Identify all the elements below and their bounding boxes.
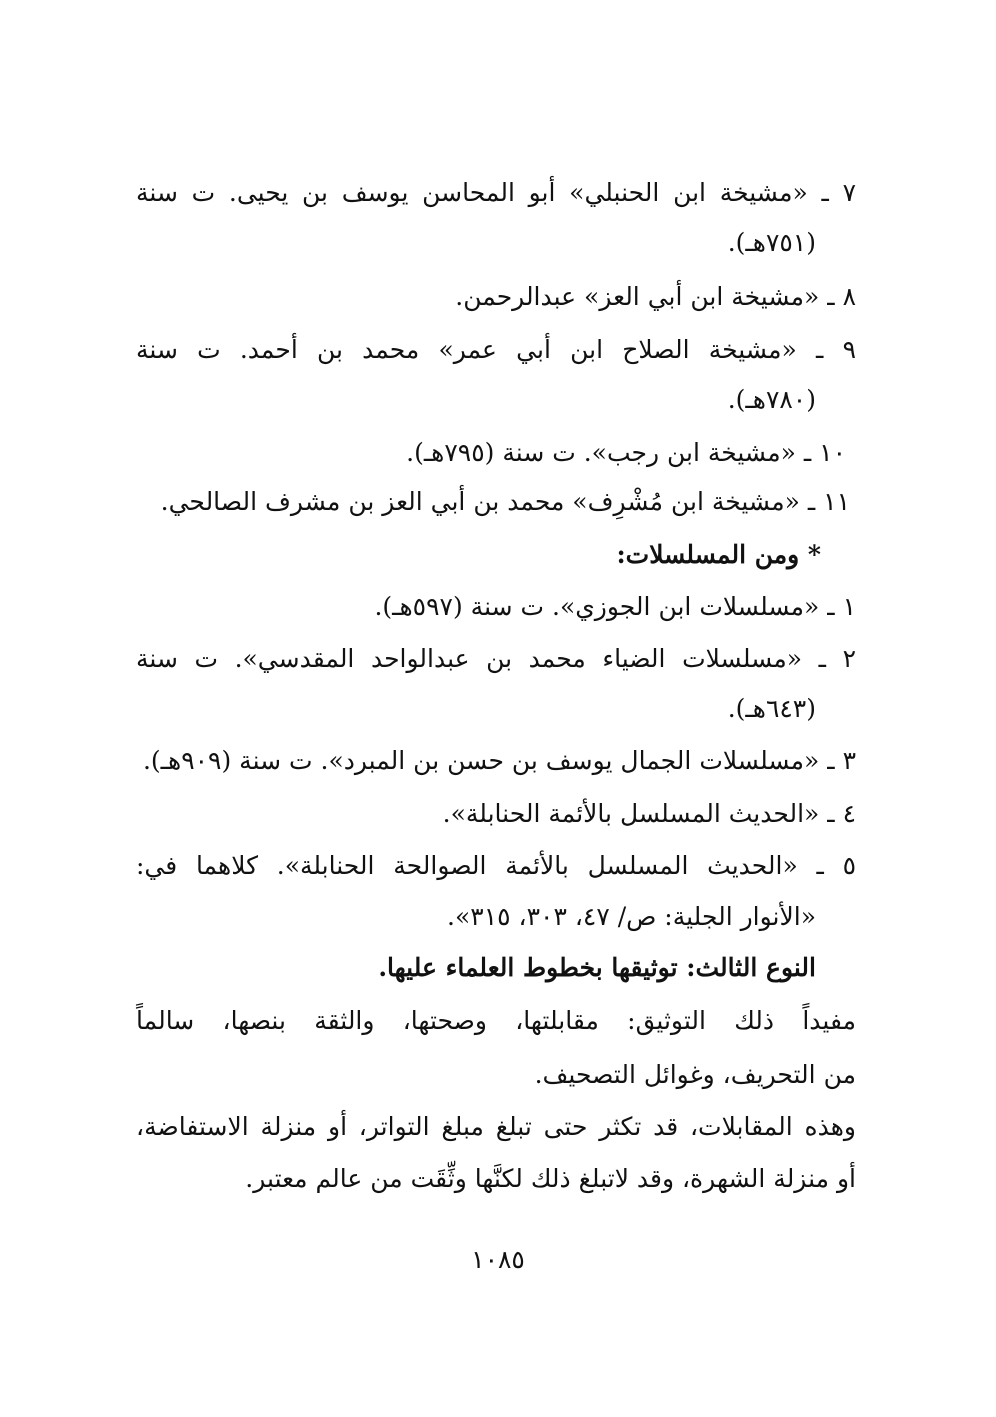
musalsal-entry-2-line-2: (٦٤٣هـ). — [727, 694, 816, 723]
third-type-heading: النوع الثالث: توثيقها بخطوط العلماء عليها. — [378, 953, 816, 982]
page-number: ١٠٨٥ — [471, 1245, 525, 1274]
musalsal-entry-2-line-1: ٢ ـ «مسلسلات الضياء محمد بن عبدالواحد المقدسي». ت سنة — [136, 644, 856, 673]
entry-7-line-1: ٧ ـ «مشيخة ابن الحنبلي» أبو المحاسن يوسف بن يحيى. ت سنة — [136, 178, 856, 207]
musalsal-entry-5-line-1: ٥ ـ «الحديث المسلسل بالأئمة الصوالحة الحنابلة». كلاهما في: — [136, 851, 856, 880]
paragraph-1-line-1: مفيداً ذلك التوثيق: مقابلتها، وصحتها، والثقة بنصها، سالماً — [136, 1006, 856, 1035]
paragraph-2-line-2: أو منزلة الشهرة، وقد لاتبلغ ذلك لكنَّها وثِّقَت من عالم معتبر. — [245, 1164, 856, 1193]
musalsal-entry-3: ٣ ـ «مسلسلات الجمال يوسف بن حسن بن المبرد». ت سنة (٩٠٩هـ). — [142, 746, 856, 775]
musalsal-entry-5-line-2: «الأنوار الجلية: ص/ ٤٧، ٣٠٣، ٣١٥». — [447, 902, 816, 931]
musalsal-entry-1: ١ ـ «مسلسلات ابن الجوزي». ت سنة (٥٩٧هـ). — [374, 592, 856, 621]
entry-9-line-2: (٧٨٠هـ). — [727, 385, 816, 414]
section-heading-musalsalat: * ومن المسلسلات: — [616, 540, 821, 569]
entry-10: ١٠ ـ «مشيخة ابن رجب». ت سنة (٧٩٥هـ). — [406, 438, 846, 467]
entry-9-line-1: ٩ ـ «مشيخة الصلاح ابن أبي عمر» محمد بن أحمد. ت سنة — [136, 335, 856, 364]
entry-8: ٨ ـ «مشيخة ابن أبي العز» عبدالرحمن. — [455, 282, 856, 311]
entry-7-line-2: (٧٥١هـ). — [727, 228, 816, 257]
musalsal-entry-4: ٤ ـ «الحديث المسلسل بالأئمة الحنابلة». — [442, 799, 856, 828]
entry-11: ١١ ـ «مشيخة ابن مُشْرِف» محمد بن أبي العز بن مشرف الصالحي. — [160, 487, 850, 516]
paragraph-1-line-2: من التحريف، وغوائل التصحيف. — [534, 1060, 856, 1089]
paragraph-2-line-1: وهذه المقابلات، قد تكثر حتى تبلغ مبلغ التواتر، أو منزلة الاستفاضة، — [136, 1112, 856, 1141]
